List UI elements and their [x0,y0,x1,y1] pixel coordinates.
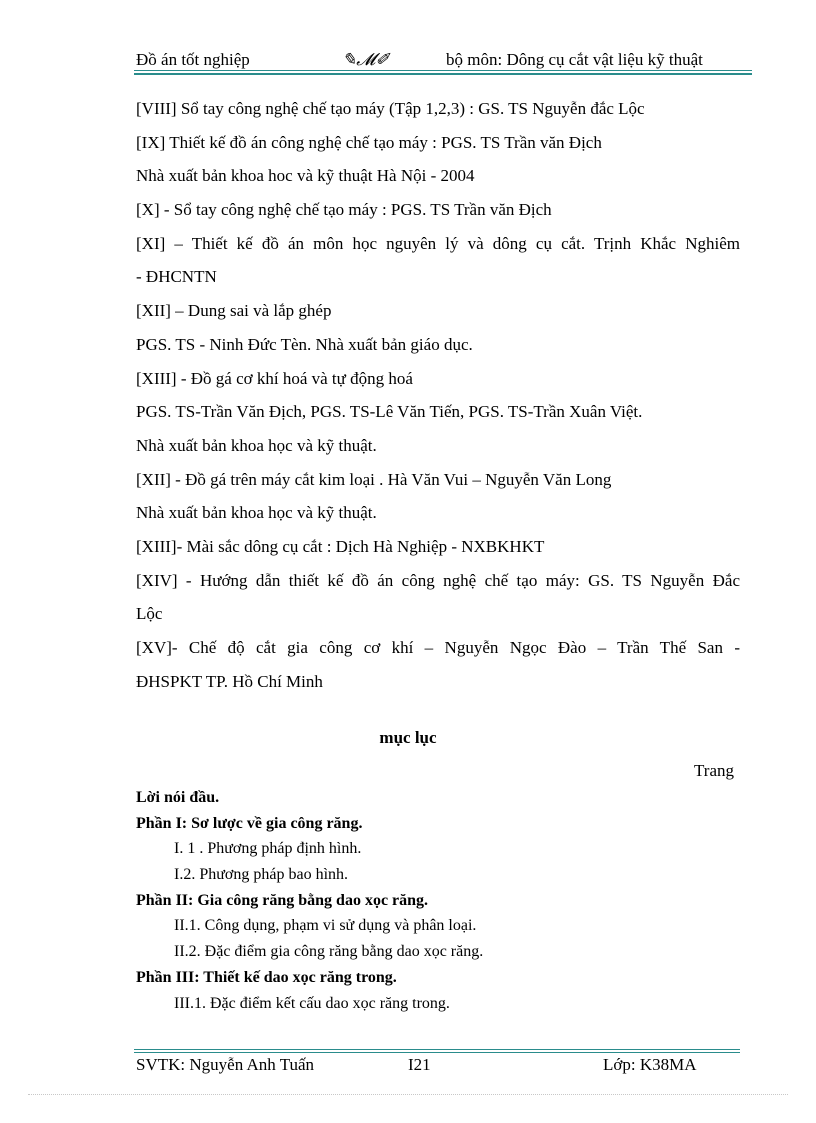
reference-line: Nhà xuất bản khoa học và kỹ thuật. [136,435,377,455]
toc-entry: Phần III: Thiết kế dao xọc răng trong. [136,968,397,986]
reference-line: [XII] - Đồ gá trên máy cắt kim loại . Hà Văn Vui – Nguyễn Văn Long [136,469,612,489]
references-list [136,94,740,700]
reference-line: [VIII] Sổ tay công nghệ chế tạo máy (Tập 1,2,3) : GS. TS Nguyễn đắc Lộc [136,99,645,118]
header-right: bộ môn: Dông cụ cắt vật liệu kỹ thuật [446,50,703,69]
reference-line: [XIII]- Mài sắc dông cụ cắt : Dịch Hà Nghiệp - NXBKHKT [136,536,545,556]
footer-rule-bottom [134,1052,740,1053]
page-footer [136,1055,736,1077]
page-number: I21 [408,1055,431,1074]
toc-entry: Lời nói đầu. [136,789,220,806]
header-rule-top [134,70,752,71]
toc-entry: I.2. Phương pháp bao hình. [174,866,349,884]
reference-line: [XIV] - Hướng dẫn thiết kế đồ án công nghệ chế tạo máy: GS. TS Nguyễn Đắc [136,570,740,590]
toc-entry: II.1. Công dụng, phạm vi sử dụng và phân loại. [174,917,477,935]
reference-line: PGS. TS-Trần Văn Địch, PGS. TS-Lê Văn Tiến, PGS. TS-Trần Xuân Việt. [136,402,643,422]
toc-title: mục lục [379,728,437,747]
toc-entry: II.2. Đặc điểm gia công răng bằng dao xọc răng. [174,943,484,961]
toc-entry: Phần I: Sơ lược về gia công răng. [136,814,363,832]
footer-author: SVTK: Nguyễn Anh Tuấn [136,1055,315,1074]
toc-entry: Phần II: Gia công răng bằng dao xọc răng. [136,891,429,909]
toc-entry: I. 1 . Phương pháp định hình. [174,840,362,858]
reference-line: Nhà xuất bản khoa hoc và kỹ thuật Hà Nội - 2004 [136,166,475,186]
reference-line: Nhà xuất bản khoa học và kỹ thuật. [136,503,377,523]
toc-page-label: Trang [694,761,734,780]
header-rule-bottom [134,73,752,75]
footer-class: Lớp: K38MA [603,1055,697,1074]
page-bottom-edge [28,1094,788,1095]
reference-line: PGS. TS - Ninh Đức Tèn. Nhà xuất bản giáo dục. [136,334,473,354]
reference-line: [X] - Sổ tay công nghệ chế tạo máy : PGS. TS Trần văn Địch [136,200,552,220]
reference-line: [XV]- Chế độ cắt gia công cơ khí – Nguyễn Ngọc Đào – Trần Thế San - [136,638,740,657]
reference-line: [XIII] - Đồ gá cơ khí hoá và tự động hoá [136,368,413,388]
page-header [136,50,750,72]
footer-rule-top [134,1049,740,1050]
reference-line: [XI] – Thiết kế đồ án môn học nguyên lý và dông cụ cắt. Trịnh Khắc Nghiêm [136,233,740,253]
reference-line: ĐHSPKT TP. Hồ Chí Minh [136,671,323,691]
table-of-contents [136,786,736,1017]
header-left: Đồ án tốt nghiệp [136,50,250,69]
reference-line: [IX] Thiết kế đồ án công nghệ chế tạo máy : PGS. TS Trần văn Địch [136,132,602,152]
toc-entry: III.1. Đặc điểm kết cấu dao xọc răng trong. [174,994,450,1012]
reference-line: - ĐHCNTN [136,267,217,287]
reference-line: [XII] – Dung sai và lắp ghép [136,301,332,321]
reference-line: Lộc [136,604,163,624]
header-ornament: ✎𝓜✐ [342,50,390,69]
